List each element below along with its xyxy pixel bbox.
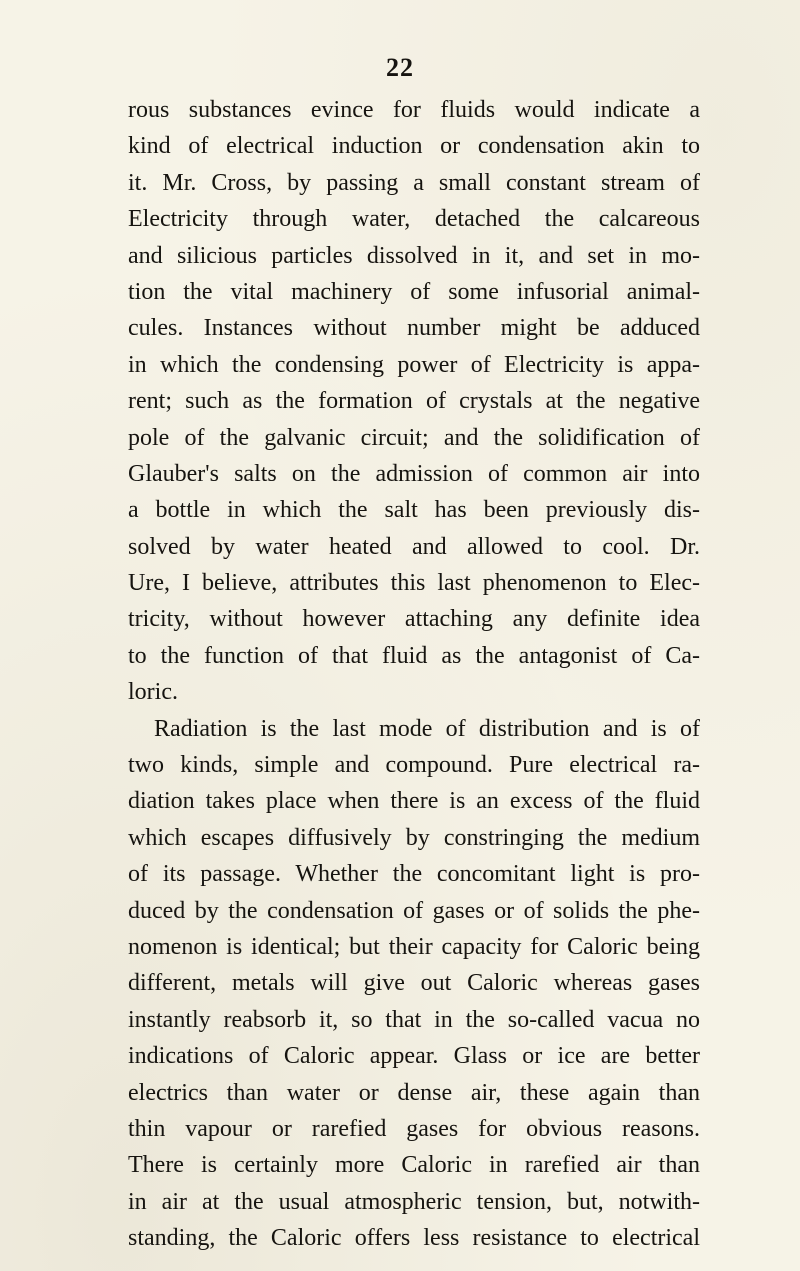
text-line: in which the condensing power of Electricity is appa- [128,351,700,378]
text-line: nomenon is identical; but their capacity for Caloric being [128,933,700,960]
text-line: solved by water heated and allowed to cool. Dr. [128,533,700,560]
page-number: 22 [386,53,414,82]
text-line: Glauber's salts on the admission of common air into [128,460,700,487]
text-line: of its passage. Whether the concomitant light is pro- [128,861,700,888]
paragraph-start-line: Radiation is the last mode of distribution and is of [154,715,700,742]
text-line: Ure, I believe, attributes this last phenomenon to Elec- [128,570,700,597]
text-line: loric. [128,679,178,706]
text-line: and silicious particles dissolved in it, and set in mo- [128,242,700,269]
text-line: to the function of that fluid as the antagonist of Ca- [128,642,700,669]
text-line: rent; such as the formation of crystals at the negative [128,388,700,415]
text-line: tricity, without however attaching any definite idea [128,606,700,633]
text-line: There is certainly more Caloric in rarefied air than [128,1152,700,1179]
text-line: pole of the galvanic circuit; and the solidification of [128,424,700,451]
body-text [128,92,700,1257]
text-line: instantly reabsorb it, so that in the so-called vacua no [128,1006,700,1033]
text-line: duced by the condensation of gases or of solids the phe- [128,897,700,924]
text-line: diation takes place when there is an excess of the fluid [128,788,700,815]
text-line: cules. Instances without number might be adduced [128,315,700,342]
text-line: tion the vital machinery of some infusorial animal- [128,278,700,305]
text-line: indications of Caloric appear. Glass or ice are better [128,1043,700,1070]
text-line: electrics than water or dense air, these again than [128,1079,700,1106]
text-line: thin vapour or rarefied gases for obvious reasons. [128,1115,700,1142]
text-line: a bottle in which the salt has been previously dis- [128,497,700,524]
text-line: Electricity through water, detached the calcareous [128,206,700,233]
text-line: different, metals will give out Caloric whereas gases [128,970,700,997]
text-line: it. Mr. Cross, by passing a small constant stream of [128,169,700,196]
text-line: rous substances evince for fluids would indicate a [128,97,700,123]
text-line: which escapes diffusively by constringing the medium [128,824,700,851]
text-line: two kinds, simple and compound. Pure electrical ra- [128,752,700,779]
text-line: standing, the Caloric offers less resistance to electrical [128,1225,700,1252]
text-line: in air at the usual atmospheric tension, but, notwith- [128,1188,700,1215]
text-line: kind of electrical induction or condensation akin to [128,133,700,160]
